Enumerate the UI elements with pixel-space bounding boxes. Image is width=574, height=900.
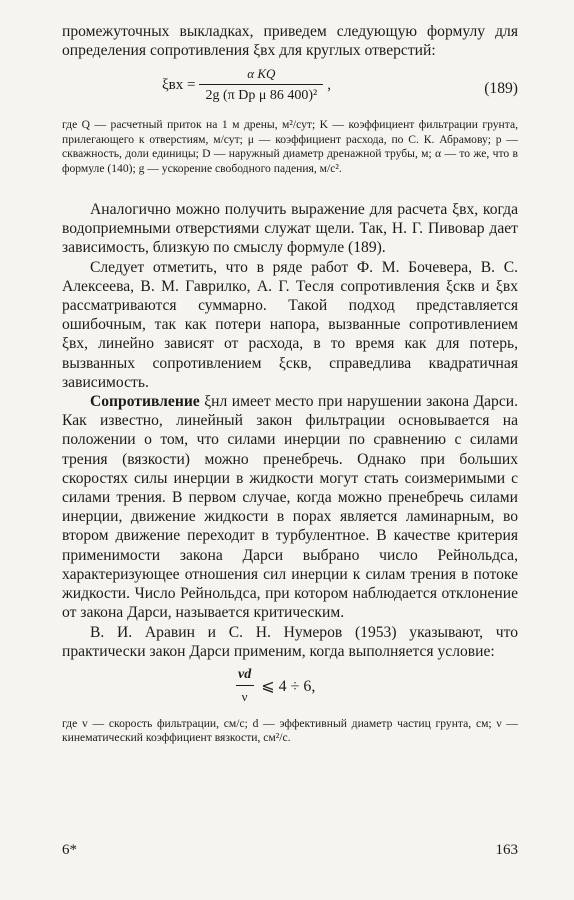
formula-189-expression — [162, 66, 331, 104]
formula-reynolds-expression — [228, 667, 315, 705]
paragraph-nonlinear — [62, 392, 518, 622]
formula-reynolds — [62, 661, 518, 717]
formula-189-numerator: α KQ — [247, 66, 276, 82]
formula-189-lhs: ξвх = — [162, 76, 196, 93]
equation-number: (189) — [484, 80, 518, 98]
formula-189-comma: , — [327, 76, 331, 93]
paragraph-note: Следует отметить, что в ряде работ Ф. М. Бочевера, В. С. Алексеева, В. М. Гаврилко, А. Г. Тесля сопротивления ξскв и ξвх рассматриваются суммарно. Такой подход представляется ошибочным, так как потери напора, вызванные сопротивлением ξвх, линейно зависят от расхода, в то время как для потерь, вызванных сопротивлением ξскв, справедлива квадратичная зависимость. — [62, 258, 518, 391]
formula-189-legend: где Q — расчетный приток на 1 м дрены, м²/сут; K — коэффициент фильтрации грунта, прилегающего к отверстиям, м/сут; μ — коэффициент расхода, по С. К. Абрамову; p — скважность, доли единицы; D — наружный диаметр дренажной трубы, м; α — то же, что в формуле (140); g — ускорение свободного падения, м/с². — [62, 118, 518, 175]
paragraph-nonlinear-text: имеет место при нарушении закона Дарси. Как известно, линейный закон фильтрации основывается на положении о том, что силами инерции по сравнению с силами трения (вязкости) можно пренебречь. Однако при больших скоростях силы инерции в жидкости могут стать соизмеримыми с силами трения. В первом случае, когда можно пренебречь силами инерции, движение жидкости в порах является ламинарным, во втором движение переходит в турбулентное. В качестве критерия применимости закона Дарси выбрано число Рейнольдса, характеризующее отношения сил инерции к силам трения в потоке жидкости. Число Рейнольдса, при котором наблюдается отклонение от закона Дарси, называется критическим. — [62, 393, 518, 622]
formula-reynolds-fraction — [232, 667, 257, 705]
formula-reynolds-rhs: ⩽ 4 ÷ 6, — [261, 677, 316, 695]
formula-189 — [62, 60, 518, 118]
page-number: 163 — [495, 842, 518, 858]
paragraph-aravin: В. И. Аравин и С. Н. Нумеров (1953) указывают, что практически закон Дарси применим, когда выполняется условие: — [62, 623, 518, 660]
formula-reynolds-numerator: vd — [238, 666, 252, 682]
formula-reynolds-denominator: ν — [236, 685, 254, 705]
page-footer — [62, 842, 518, 859]
formula-189-denominator: 2g (π Dp μ 86 400)² — [199, 84, 323, 104]
paragraph-analog: Аналогично можно получить выражение для расчета ξвх, когда водоприемными отверстиями служат щели. Так, Н. Г. Пивовар дает зависимость, близкую по смыслу формуле (189). — [62, 201, 518, 257]
spacer — [62, 176, 518, 200]
formula-189-fraction — [199, 66, 323, 104]
formula-reynolds-legend: где v — скорость фильтрации, см/с; d — эффективный диаметр частиц грунта, см; ν — кинематический коэффициент вязкости, см²/с. — [62, 716, 518, 745]
signature-mark: 6* — [62, 842, 77, 858]
term-symbol: ξнл — [204, 393, 228, 411]
paragraph-intro: промежуточных выкладках, приведем следующую формулу для определения сопротивления ξвх для круглых отверстий: — [62, 23, 518, 60]
term-lead: Сопротивление — [90, 393, 200, 411]
